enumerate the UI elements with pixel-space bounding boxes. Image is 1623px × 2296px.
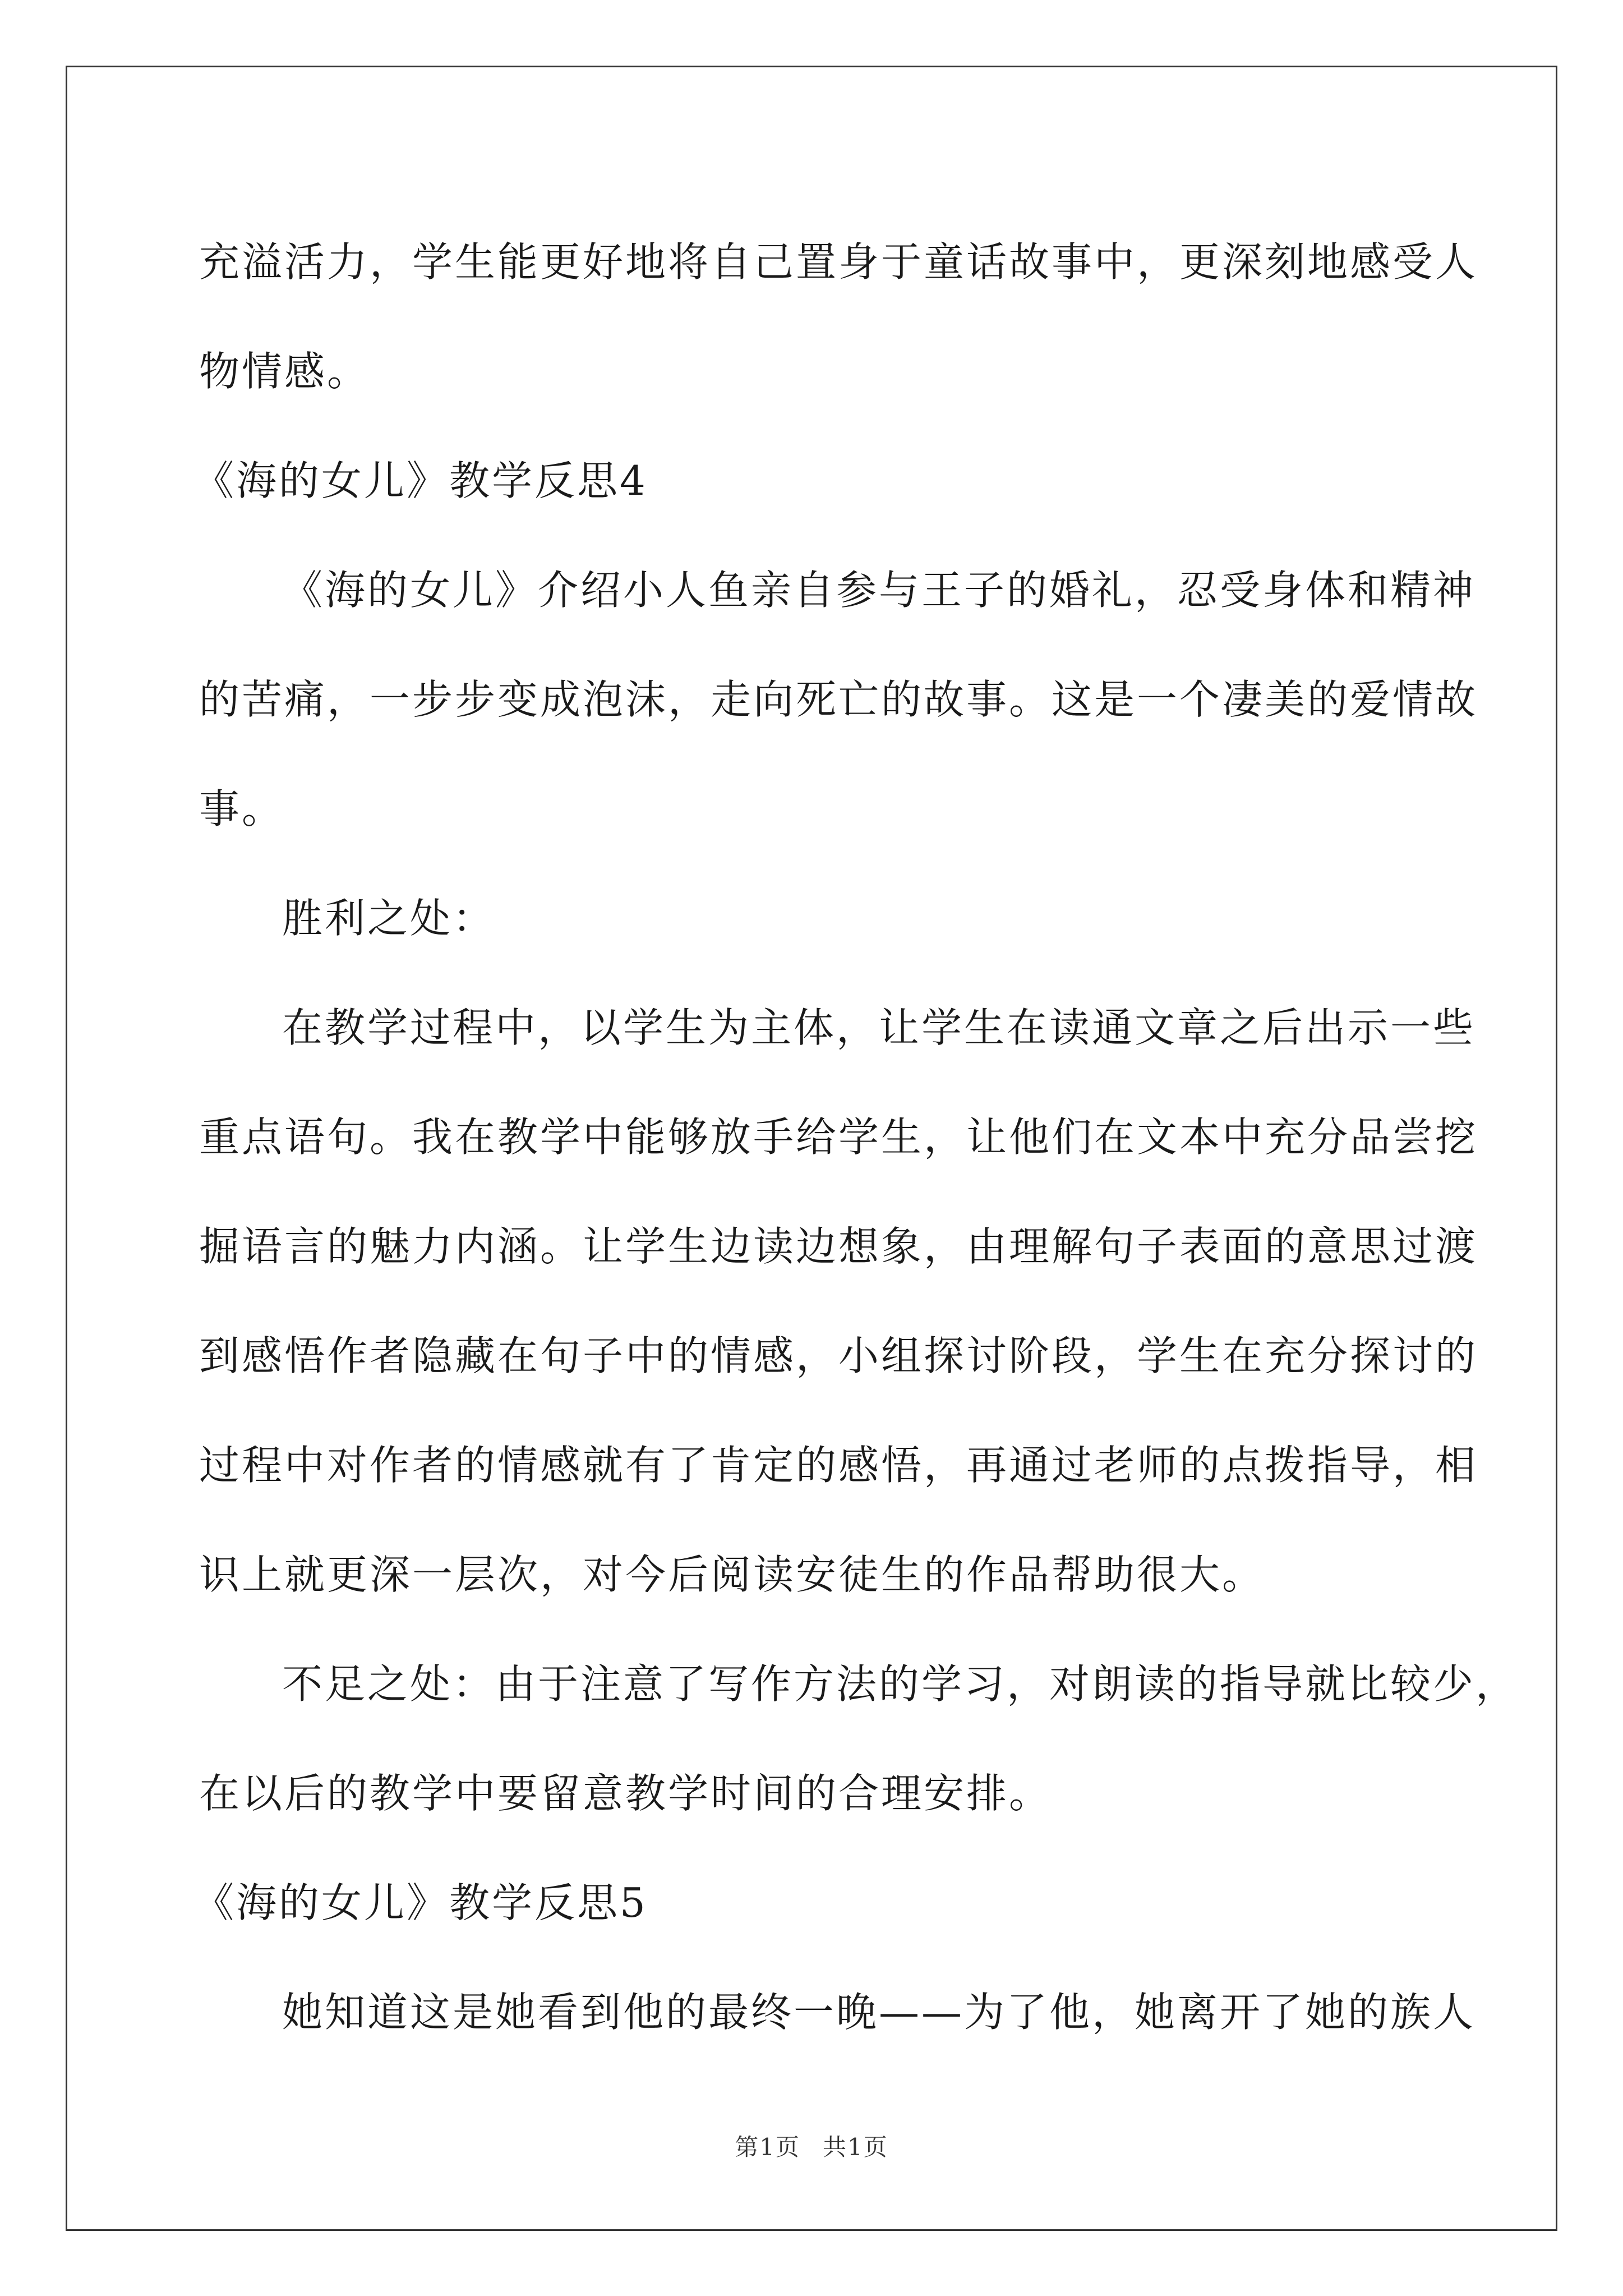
text-line-2: 物情感。 [199,348,370,395]
text-line-15: 在以后的教学中要留意教学时间的合理安排。 [199,1770,1052,1817]
text-line-11: 到感悟作者隐藏在句子中的情感，小组探讨阶段，学生在充分探讨的 [199,1332,1478,1379]
text-line-13: 识上就更深一层次，对今后阅读安徒生的作品帮助很大。 [199,1551,1265,1598]
text-line-9: 重点语句。我在教学中能够放手给学生，让他们在文本中充分品尝挖 [199,1114,1478,1161]
text-line-1: 充溢活力，学生能更好地将自己置身于童话故事中，更深刻地感受人 [199,238,1478,286]
document-body [193,208,1519,2067]
text-line-14: 不足之处：由于注意了写作方法的学习，对朗读的指导就比较少， [282,1660,1519,1708]
text-line-17: 她知道这是她看到他的最终一晚——为了他，她离开了她的族人 [282,1989,1476,2036]
text-line-6: 事。 [199,785,285,832]
text-line-7: 胜利之处： [282,895,496,942]
page-number: 第1页 [735,2133,800,2161]
text-line-5: 的苦痛，一步步变成泡沫，走向死亡的故事。这是一个凄美的爱情故 [199,676,1478,723]
section-heading-4: 《海的女儿》教学反思4 [193,457,648,504]
text-line-10: 掘语言的魅力内涵。让学生边读边想象，由理解句子表面的意思过渡 [199,1223,1478,1270]
page-total: 共1页 [823,2133,888,2161]
text-line-4: 《海的女儿》介绍小人鱼亲自参与王子的婚礼，忍受身体和精神 [282,567,1476,614]
page-footer [0,2129,1623,2162]
text-line-8: 在教学过程中，以学生为主体，让学生在读通文章之后出示一些 [282,1004,1476,1051]
text-line-12: 过程中对作者的情感就有了肯定的感悟，再通过老师的点拨指导，相 [199,1442,1478,1489]
section-heading-5: 《海的女儿》教学反思5 [193,1879,648,1926]
